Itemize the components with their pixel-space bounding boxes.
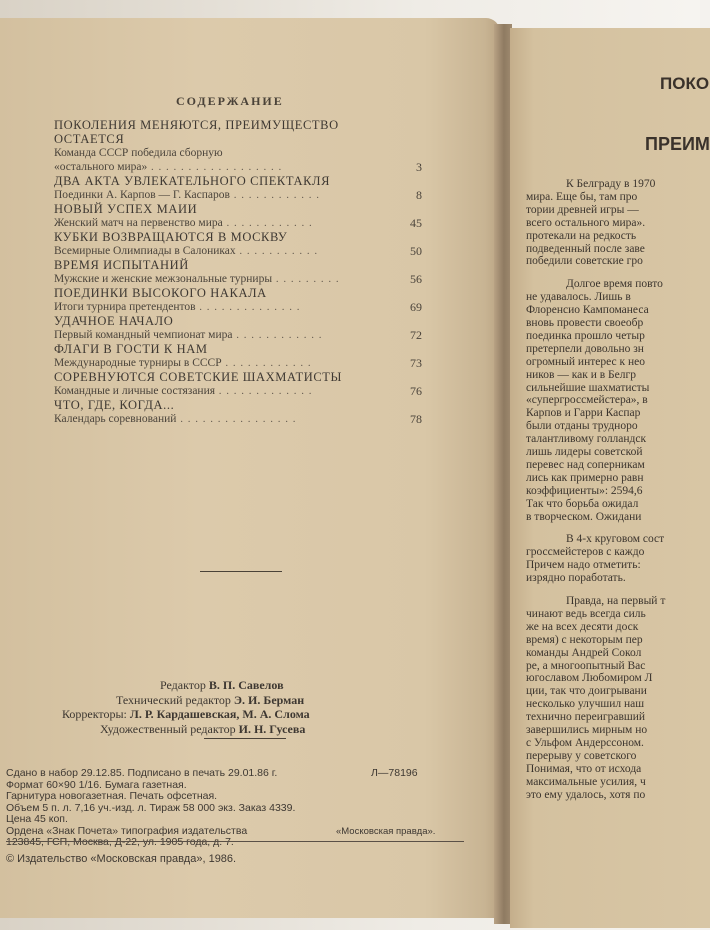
toc-entry-text: Первый командный чемпионат мира xyxy=(54,329,233,341)
credits-block xyxy=(62,678,442,736)
toc-subtitle xyxy=(54,146,414,160)
toc-entry-text: ДВА АКТА УВЛЕКАТЕЛЬНОГО СПЕКТАКЛЯ xyxy=(54,174,331,188)
imprint-line-4: Объем 5 п. л. 7,16 уч.-изд. л. Тираж 58 000 экз. Заказ 4339. xyxy=(6,801,296,814)
right-page-line: мира. Еще бы, там про xyxy=(526,190,638,203)
right-page-line: поединка прошло четыр xyxy=(526,329,645,342)
right-page-line: изрядно поработать. xyxy=(526,572,626,585)
toc-entry-text: Команда СССР победила сборную xyxy=(54,147,223,159)
right-page-line: чинают ведь всегда силь xyxy=(526,607,646,620)
table-of-contents xyxy=(54,118,422,426)
right-page-line: команды Андрей Сокол xyxy=(526,646,642,659)
right-page-line: были отданы трудноро xyxy=(526,420,638,433)
right-page-line: с Ульфом Андерссоном. xyxy=(526,736,644,749)
divider-bottom xyxy=(204,738,286,739)
right-page-line: ников — как и в Белгр xyxy=(526,368,636,381)
toc-entry-text: Международные турниры в СССР xyxy=(54,357,222,369)
toc-entry-text: Мужские и женские межзональные турниры xyxy=(54,273,273,285)
toc-entry-text: ПОЕДИНКИ ВЫСОКОГО НАКАЛА xyxy=(54,286,267,300)
toc-entry-text: Всемирные Олимпиады в Салониках xyxy=(54,245,236,257)
right-page-line: в творческом. Ожидани xyxy=(526,510,642,523)
left-page xyxy=(0,18,500,918)
right-page-line: ции, так что доигрывани xyxy=(526,685,647,698)
right-page-line: не удавалось. Лишь в xyxy=(526,291,631,304)
credit-art-editor: Художественный редактор И. Н. Гусева xyxy=(100,721,306,736)
right-page-line: перерыву у советского xyxy=(526,749,637,762)
copyright: © Издательство «Московская правда», 1986. xyxy=(6,853,237,865)
toc-entry-text: ПОКОЛЕНИЯ МЕНЯЮТСЯ, ПРЕИМУЩЕСТВО xyxy=(54,118,339,132)
toc-entry-text: КУБКИ ВОЗВРАЩАЮТСЯ В МОСКВУ xyxy=(54,230,288,244)
toc-leader-dots: . . . . . . . . . . . . . . . . xyxy=(176,413,297,425)
toc-heading xyxy=(54,370,414,384)
right-page-line: перевес над соперникам xyxy=(526,458,645,471)
imprint-line-5: Цена 45 коп. xyxy=(6,813,68,825)
credit-editor: Редактор В. П. Савелов xyxy=(160,678,284,692)
toc-subtitle xyxy=(54,160,422,174)
right-heading-1: ПОКО xyxy=(660,74,710,93)
imprint-rule xyxy=(6,841,464,842)
right-page-line: Так что борьба ожидал xyxy=(526,497,639,510)
toc-subtitle xyxy=(54,328,422,342)
toc-leader-dots: . . . . . . . . . . . . xyxy=(222,217,313,229)
toc-page-number: 45 xyxy=(410,216,422,230)
toc-page-number: 78 xyxy=(410,412,422,426)
right-page xyxy=(510,28,710,928)
right-page-line: Долгое время повто xyxy=(566,278,663,291)
toc-heading xyxy=(54,314,414,328)
right-page-line: время) с некоторым пер xyxy=(526,633,643,646)
toc-entry-text: ФЛАГИ В ГОСТИ К НАМ xyxy=(54,342,208,356)
right-page-line: сильнейшие шахматисты xyxy=(526,381,650,394)
right-page-line: гроссмейстеров с каждо xyxy=(526,546,645,559)
toc-subtitle xyxy=(54,272,422,286)
right-page-line: же на всех десяти доск xyxy=(526,620,639,633)
toc-heading xyxy=(54,118,414,132)
toc-page-number: 50 xyxy=(410,244,422,258)
toc-leader-dots: . . . . . . . . . xyxy=(272,273,340,285)
imprint-publisher: «Московская правда». xyxy=(336,825,436,837)
toc-entry-text: НОВЫЙ УСПЕХ МАИИ xyxy=(54,202,198,216)
toc-leader-dots: . . . . . . . . . . . . xyxy=(229,189,320,201)
toc-subtitle xyxy=(54,356,422,370)
contents-title: СОДЕРЖАНИЕ xyxy=(176,94,284,108)
right-page-line: вновь провести своеобр xyxy=(526,317,644,329)
right-page-line: Причем надо отметить: xyxy=(526,559,641,572)
toc-page-number: 69 xyxy=(410,300,422,314)
toc-entry-text: ОСТАЕТСЯ xyxy=(54,132,125,146)
toc-subtitle xyxy=(54,188,422,202)
right-page-line: югославом Любомиром Л xyxy=(526,672,653,685)
credit-tech-editor: Технический редактор Э. И. Берман xyxy=(116,692,305,707)
imprint-code: Л—78196 xyxy=(371,767,418,779)
credit-proofreaders: Корректоры: Л. Р. Кардашевская, М. А. Слома xyxy=(62,707,310,721)
right-page-line: коэффициенты»: 2594,6 xyxy=(526,484,643,497)
toc-heading xyxy=(54,286,414,300)
right-page-line: всего остального мира». xyxy=(526,216,646,229)
right-page-line: огромный интерес к нео xyxy=(526,355,645,368)
toc-page-number: 3 xyxy=(416,160,422,174)
right-page-line: победили советские гро xyxy=(526,255,643,268)
toc-leader-dots: . . . . . . . . . . . . . . . . . . xyxy=(147,161,283,173)
toc-entry-text: Итоги турнира претендентов xyxy=(54,301,196,313)
toc-page-number: 72 xyxy=(410,328,422,342)
toc-leader-dots: . . . . . . . . . . . . xyxy=(232,329,323,341)
right-page-line: лишь лидеры советской xyxy=(526,446,643,458)
right-heading-2: ПРЕИМ xyxy=(645,134,710,154)
right-page-line: «супергроссмейстера», в xyxy=(526,394,648,407)
toc-leader-dots: . . . . . . . . . . . xyxy=(235,245,319,257)
toc-page-number: 8 xyxy=(416,188,422,202)
toc-entry-text: Командные и личные состязания xyxy=(54,385,216,397)
toc-leader-dots: . . . . . . . . . . . . . . xyxy=(195,301,301,313)
right-page-line: максимальные усилия, ч xyxy=(526,775,646,788)
imprint-block xyxy=(6,768,476,849)
right-page-line: талантливому голландск xyxy=(526,433,647,446)
right-page-line: ре, а многоопытный Вас xyxy=(526,659,646,672)
right-page-line: завершились мирным но xyxy=(526,724,648,736)
right-page-line: Правда, на первый т xyxy=(566,595,666,607)
right-page-line: К Белграду в 1970 xyxy=(566,178,656,190)
imprint-line-3: Гарнитура новогазетная. Печать офсетная. xyxy=(6,790,218,802)
toc-heading xyxy=(54,258,414,272)
toc-page-number: 73 xyxy=(410,356,422,370)
divider-top xyxy=(200,571,282,572)
right-page-line: Флоренсио Кампоманеса xyxy=(526,304,649,317)
right-page-line: тории древней игры — xyxy=(526,203,639,216)
right-page-line: несколько улучшил наш xyxy=(526,698,645,711)
toc-subtitle xyxy=(54,412,422,426)
right-page-line: это ему удалось, хотя по xyxy=(526,788,646,801)
toc-entry-text: Поединки А. Карпов — Г. Каспаров xyxy=(54,189,230,201)
imprint-line-6: Ордена «Знак Почета» типография издательства xyxy=(6,824,248,837)
toc-entry-text: ЧТО, ГДЕ, КОГДА... xyxy=(54,398,175,412)
toc-leader-dots: . . . . . . . . . . . . xyxy=(221,357,312,369)
toc-heading xyxy=(54,174,414,188)
toc-entry-text: Женский матч на первенство мира xyxy=(54,217,223,229)
toc-heading xyxy=(54,342,414,356)
right-page-line: Карпов и Гарри Каспар xyxy=(526,407,641,420)
toc-entry-text: Календарь соревнований xyxy=(54,413,177,425)
toc-page-number: 56 xyxy=(410,272,422,286)
right-page-line: протекали на редкость xyxy=(526,229,637,242)
toc-entry-text: УДАЧНОЕ НАЧАЛО xyxy=(54,314,174,328)
toc-entry-text: «остального мира» xyxy=(54,161,148,173)
toc-subtitle xyxy=(54,300,422,314)
right-page-line: претерпели довольно зн xyxy=(526,342,644,355)
toc-heading xyxy=(54,230,414,244)
right-page-line: подведенный после заве xyxy=(526,242,645,255)
toc-entry-text: СОРЕВНУЮТСЯ СОВЕТСКИЕ ШАХМАТИСТЫ xyxy=(54,370,343,384)
toc-page-number: 76 xyxy=(410,384,422,398)
imprint-line-2: Формат 60×90 1/16. Бумага газетная. xyxy=(6,778,187,791)
toc-subtitle xyxy=(54,384,422,398)
toc-leader-dots: . . . . . . . . . . . . . xyxy=(215,385,313,397)
toc-subtitle xyxy=(54,244,422,258)
right-page-line: лись как примерно равн xyxy=(526,471,644,484)
toc-heading xyxy=(54,202,414,216)
right-page-line: В 4-х круговом сост xyxy=(566,533,665,546)
toc-entry-text: ВРЕМЯ ИСПЫТАНИЙ xyxy=(54,258,189,272)
imprint-line-7: 123845, ГСП, Москва, Д-22, ул. 1905 года, д. 7. xyxy=(6,836,234,848)
right-page-line: Понимая, что от исхода xyxy=(526,762,642,775)
toc-subtitle xyxy=(54,216,422,230)
imprint-line-1: Сдано в набор 29.12.85. Подписано в печать 29.01.86 г. xyxy=(6,767,278,779)
right-page-line: технично переигравший xyxy=(526,711,646,724)
toc-heading xyxy=(54,398,414,412)
toc-heading xyxy=(54,132,414,146)
